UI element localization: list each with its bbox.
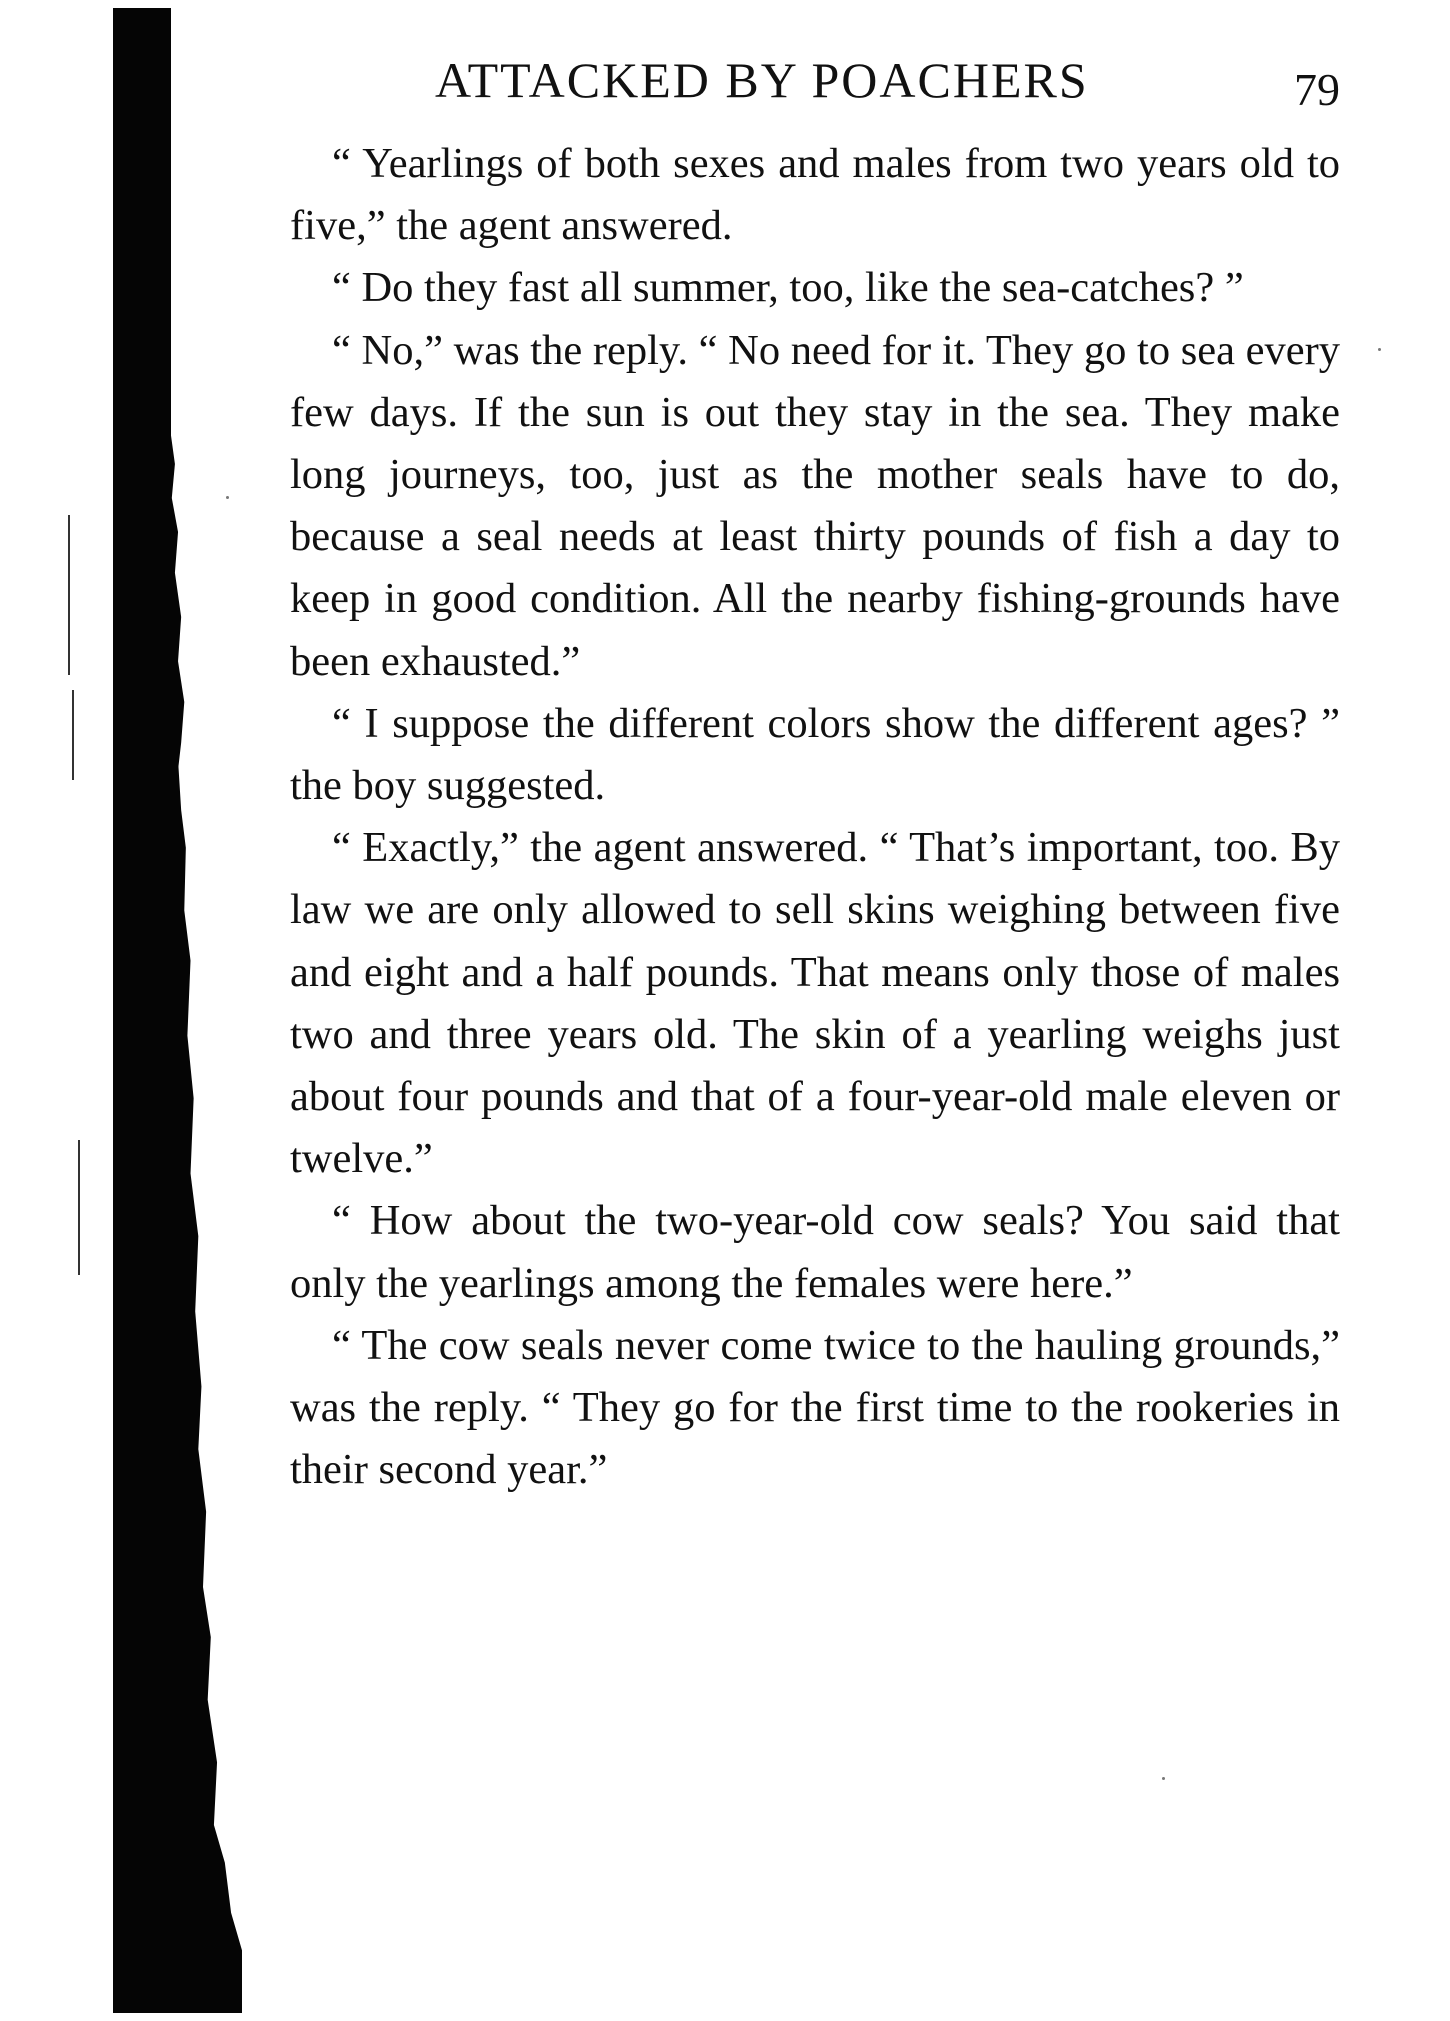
book-spine-edge-lower: [164, 760, 242, 2013]
running-title: ATTACKED BY POACHERS: [435, 52, 1089, 108]
paragraph: “ I suppose the different colors show the different ages? ” the boy suggested.: [290, 699, 1340, 810]
book-spine-edge-upper: [164, 430, 242, 770]
book-spine-shadow: [113, 8, 171, 2013]
scan-artifact-line: [68, 515, 70, 675]
paragraph: “ Yearlings of both sexes and males from two years old to five,” the agent answered.: [290, 140, 1340, 250]
page-header: [290, 45, 1340, 115]
scan-artifact-line: [78, 1140, 80, 1275]
scan-speck: [1378, 348, 1381, 351]
paragraph: “ The cow seals never come twice to the hauling grounds,” was the reply. “ They go for the first time to the rookeries in their second year.”: [290, 1321, 1340, 1494]
page-number: 79: [1294, 64, 1340, 115]
paragraph: “ Do they fast all summer, too, like the sea-catches? ”: [332, 264, 1244, 312]
scan-speck: [1162, 1777, 1165, 1780]
paragraph: “ How about the two-year-old cow seals? You said that only the yearlings among the females were here.”: [290, 1197, 1340, 1307]
scan-artifact-line: [72, 690, 74, 780]
paragraph: “ Exactly,” the agent answered. “ That’s important, too. By law we are only allowed to sell skins weighing between five and eight and a half pounds. That means only those of males two and three years old. The skin of a yearling weighs just about four pounds and that of a four-year-old male eleven or twelve.”: [290, 824, 1340, 1183]
body-text: [290, 133, 1340, 1501]
paragraph: “ No,” was the reply. “ No need for it. They go to sea every few days. If the sun is out they stay in the sea. They make long journeys, too, just as the mother seals have to do, because a seal needs at least thirty pounds of fish a day to keep in good condition. All the nearby fishing-grounds have been exhausted.”: [290, 326, 1340, 685]
scan-speck: [226, 496, 229, 499]
